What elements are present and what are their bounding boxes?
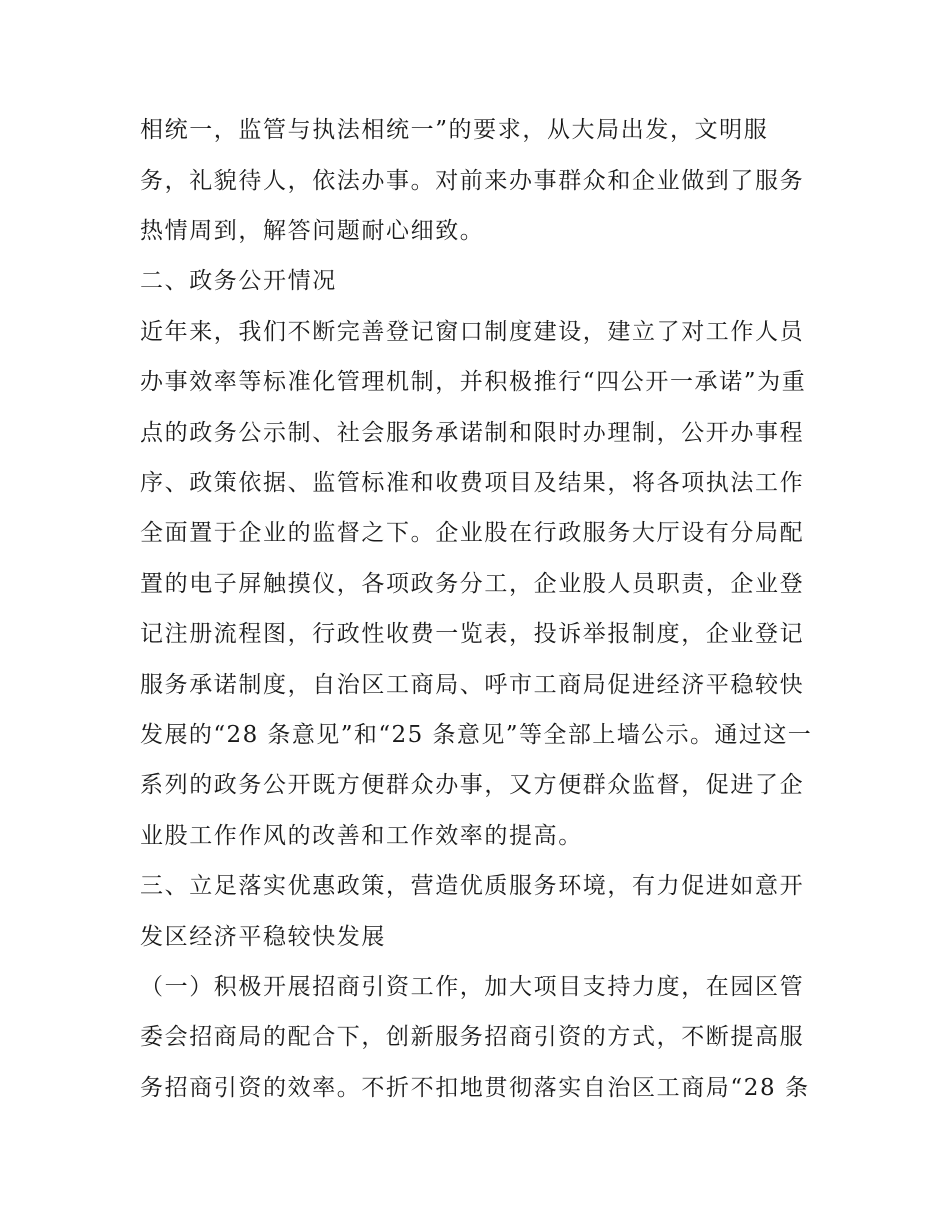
text-line: 点的政务公示制、社会服务承诺制和限时办理制，公开办事程 <box>140 420 805 446</box>
text-line: 服务承诺制度，自治区工商局、呼市工商局促进经济平稳较快 <box>140 672 805 698</box>
section-heading-continued: 发区经济平稳较快发展 <box>140 924 386 950</box>
text-line: 办事效率等标准化管理机制，并积极推行“四公开一承诺”为重 <box>140 369 807 395</box>
text-line: 委会招商局的配合下，创新服务招商引资的方式，不断提高服 <box>140 1024 805 1050</box>
section-heading: 二、政务公开情况 <box>140 268 337 294</box>
text-line: 记注册流程图，行政性收费一览表，投诉举报制度，企业登记 <box>140 621 805 647</box>
text-line: 全面置于企业的监督之下。企业股在行政服务大厅设有分局配 <box>140 520 805 546</box>
text-line: 置的电子屏触摸仪，各项政务分工，企业股人员职责，企业登 <box>140 571 805 597</box>
section-heading: 三、立足落实优惠政策，营造优质服务环境，有力促进如意开 <box>140 873 805 899</box>
text-line: 序、政策依据、监管标准和收费项目及结果，将各项执法工作 <box>140 470 805 496</box>
text-line: 务，礼貌待人，依法办事。对前来办事群众和企业做到了服务 <box>140 168 805 194</box>
text-line: （一）积极开展招商引资工作，加大项目支持力度，在园区管 <box>140 974 805 1000</box>
text-line: 务招商引资的效率。不折不扣地贯彻落实自治区工商局“28 条 <box>140 1075 810 1101</box>
text-line: 系列的政务公开既方便群众办事，又方便群众监督，促进了企 <box>140 772 805 798</box>
text-line: 业股工作作风的改善和工作效率的提高。 <box>140 823 583 849</box>
text-line: 相统一，监管与执法相统一”的要求，从大局出发，文明服 <box>140 117 769 143</box>
text-line: 近年来，我们不断完善登记窗口制度建设，建立了对工作人员 <box>140 319 805 345</box>
text-line: 热情周到，解答问题耐心细致。 <box>140 218 485 244</box>
text-line: 发展的“28 条意见”和“25 条意见”等全部上墙公示。通过这一 <box>140 722 813 748</box>
